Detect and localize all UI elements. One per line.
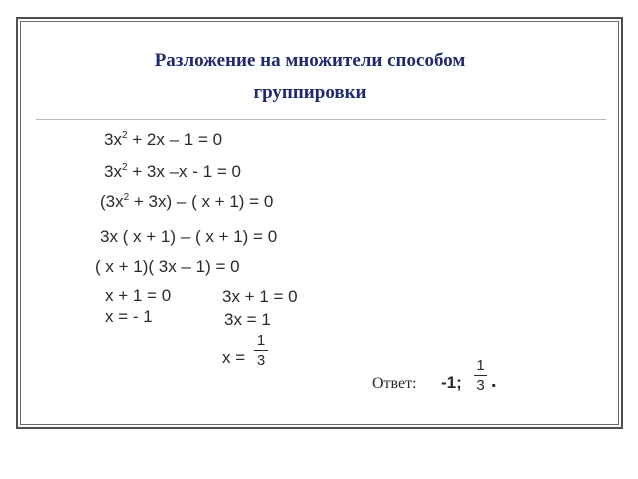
equation-step-5: ( x + 1)( 3x – 1) = 0 [95, 257, 240, 276]
step-2-exponent: 2 [121, 162, 128, 173]
answer-label: Ответ: [372, 375, 417, 392]
answer-fraction-denominator: 3 [476, 377, 485, 394]
answer-value-1: -1; [441, 373, 462, 392]
step-1-term: 3x [104, 130, 122, 149]
step-3-exponent: 2 [123, 192, 130, 203]
equation-step-2 [104, 162, 241, 182]
step-2-rest: + 3x –x - 1 = 0 [127, 162, 241, 181]
right-branch-fraction [254, 332, 268, 369]
equation-step-1 [104, 130, 222, 150]
step-3-term: (3x [100, 192, 124, 211]
left-branch-equation-2: x = - 1 [105, 307, 153, 326]
step-1-rest: + 2x – 1 = 0 [127, 130, 223, 149]
left-branch-equation-1: x + 1 = 0 [105, 286, 172, 305]
step-3-rest: + 3x) – ( x + 1) = 0 [129, 192, 274, 211]
slide-title-line-1: Разложение на множители способом [154, 50, 466, 71]
title-divider [36, 119, 606, 120]
answer-period: . [491, 370, 497, 392]
right-branch-equation-1: 3x + 1 = 0 [222, 287, 298, 306]
answer-fraction [474, 357, 487, 394]
step-1-exponent: 2 [121, 130, 128, 141]
fraction-denominator: 3 [256, 352, 266, 369]
answer-fraction-numerator: 1 [476, 357, 485, 374]
equation-step-4: 3x ( x + 1) – ( x + 1) = 0 [100, 227, 278, 246]
fraction-bar [254, 350, 268, 351]
equation-step-3 [100, 192, 273, 212]
answer-fraction-bar [474, 375, 487, 376]
right-branch-equation-2: 3x = 1 [224, 310, 271, 329]
fraction-numerator: 1 [256, 332, 266, 349]
right-branch-x-equals: x = [222, 348, 246, 367]
step-2-term: 3x [104, 162, 122, 181]
slide-title-line-2: группировки [253, 82, 367, 103]
